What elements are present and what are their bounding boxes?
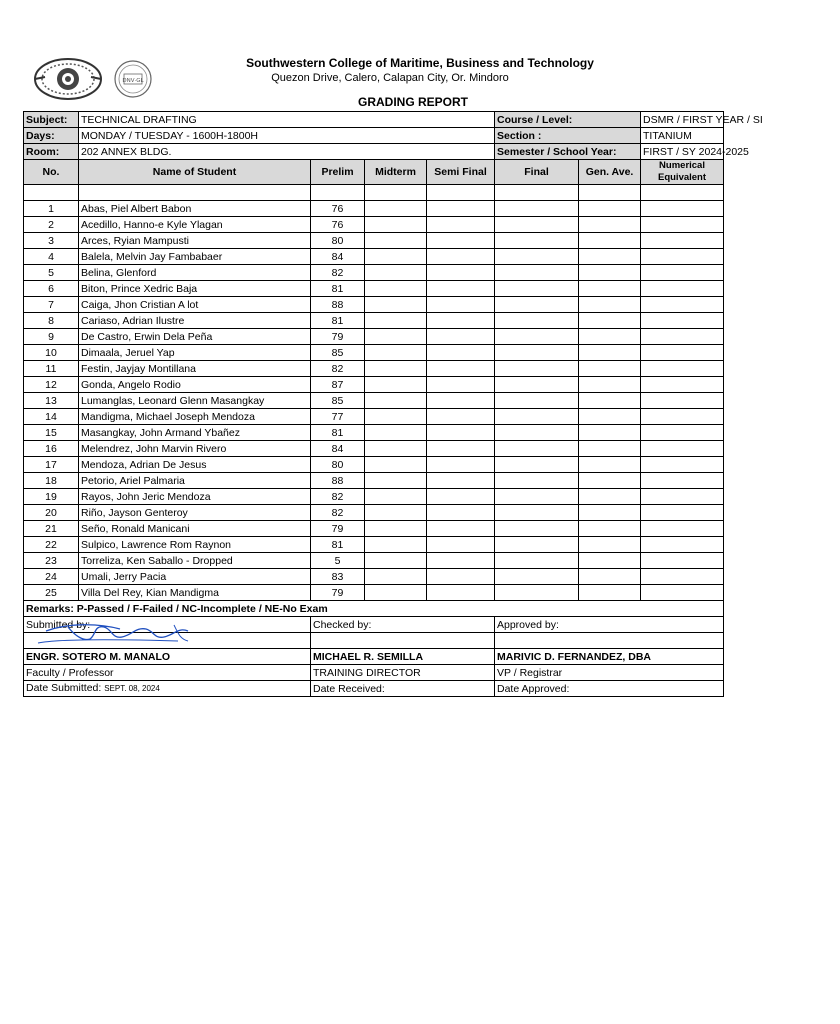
numerical-equivalent (641, 361, 724, 377)
grading-table (23, 111, 763, 616)
prelim-grade: 5 (311, 553, 365, 569)
table-row (24, 201, 724, 217)
table-row (24, 425, 724, 441)
final-grade (495, 297, 579, 313)
midterm-grade (365, 585, 427, 601)
final-grade (495, 537, 579, 553)
student-no: 10 (24, 345, 79, 361)
student-name: Belina, Glenford (79, 265, 311, 281)
midterm-grade (365, 249, 427, 265)
student-no: 11 (24, 361, 79, 377)
table-row (24, 473, 724, 489)
numerical-equivalent (641, 441, 724, 457)
table-row (24, 537, 724, 553)
date-submitted-cell (24, 681, 311, 697)
midterm-grade (365, 377, 427, 393)
table-row (24, 393, 724, 409)
student-no: 1 (24, 201, 79, 217)
final-grade (495, 425, 579, 441)
numerical-equivalent (641, 569, 724, 585)
table-row (24, 345, 724, 361)
semifinal-grade (427, 585, 495, 601)
student-name: Cariaso, Adrian Ilustre (79, 313, 311, 329)
student-no: 4 (24, 249, 79, 265)
final-grade (495, 265, 579, 281)
numerical-equivalent (641, 409, 724, 425)
student-rows (24, 201, 724, 601)
col-final: Final (495, 160, 579, 185)
semifinal-grade (427, 313, 495, 329)
student-no: 14 (24, 409, 79, 425)
prelim-grade: 84 (311, 441, 365, 457)
col-numerical-equivalent: Numerical Equivalent (641, 160, 724, 185)
numerical-equivalent (641, 489, 724, 505)
midterm-grade (365, 393, 427, 409)
midterm-grade (365, 505, 427, 521)
approved-name: MARIVIC D. FERNANDEZ, DBA (495, 649, 724, 665)
semifinal-grade (427, 553, 495, 569)
midterm-grade (365, 489, 427, 505)
student-no: 5 (24, 265, 79, 281)
gen-ave (579, 441, 641, 457)
midterm-grade (365, 281, 427, 297)
student-name: Festin, Jayjay Montillana (79, 361, 311, 377)
date-approved-label: Date Approved: (495, 681, 724, 697)
semifinal-grade (427, 345, 495, 361)
prelim-grade: 81 (311, 425, 365, 441)
student-no: 24 (24, 569, 79, 585)
student-no: 12 (24, 377, 79, 393)
col-semifinal: Semi Final (427, 160, 495, 185)
final-grade (495, 361, 579, 377)
prelim-grade: 88 (311, 297, 365, 313)
prelim-grade: 80 (311, 233, 365, 249)
student-no: 16 (24, 441, 79, 457)
semifinal-grade (427, 457, 495, 473)
midterm-grade (365, 569, 427, 585)
student-no: 13 (24, 393, 79, 409)
checked-label: Checked by: (311, 617, 495, 633)
table-row (24, 505, 724, 521)
final-grade (495, 345, 579, 361)
student-name: Lumanglas, Leonard Glenn Masangkay (79, 393, 311, 409)
date-received-label: Date Received: (311, 681, 495, 697)
col-genave: Gen. Ave. (579, 160, 641, 185)
info-row-days (24, 128, 724, 144)
midterm-grade (365, 537, 427, 553)
semifinal-grade (427, 505, 495, 521)
gen-ave (579, 473, 641, 489)
sig-row-names (24, 649, 724, 665)
final-grade (495, 521, 579, 537)
info-row-subject (24, 112, 724, 128)
semifinal-grade (427, 297, 495, 313)
checked-name: MICHAEL R. SEMILLA (311, 649, 495, 665)
student-no: 7 (24, 297, 79, 313)
student-no: 22 (24, 537, 79, 553)
prelim-grade: 87 (311, 377, 365, 393)
table-row (24, 249, 724, 265)
table-row (24, 409, 724, 425)
student-no: 18 (24, 473, 79, 489)
room-label: Room: (24, 144, 79, 160)
numerical-equivalent (641, 377, 724, 393)
final-grade (495, 569, 579, 585)
table-row (24, 233, 724, 249)
student-no: 6 (24, 281, 79, 297)
college-name: Southwestern College of Maritime, Business and Technology (246, 56, 594, 70)
student-no: 21 (24, 521, 79, 537)
midterm-grade (365, 553, 427, 569)
sig-row-roles (24, 665, 724, 681)
semifinal-grade (427, 425, 495, 441)
numerical-equivalent (641, 297, 724, 313)
info-row-room (24, 144, 724, 160)
student-name: Mendoza, Adrian De Jesus (79, 457, 311, 473)
gen-ave (579, 281, 641, 297)
student-name: Caiga, Jhon Cristian A lot (79, 297, 311, 313)
room-value: 202 ANNEX BLDG. (79, 144, 495, 160)
prelim-grade: 83 (311, 569, 365, 585)
student-name: Melendrez, John Marvin Rivero (79, 441, 311, 457)
subject-label: Subject: (24, 112, 79, 128)
final-grade (495, 553, 579, 569)
midterm-grade (365, 409, 427, 425)
student-name: Rayos, John Jeric Mendoza (79, 489, 311, 505)
gen-ave (579, 585, 641, 601)
numerical-equivalent (641, 521, 724, 537)
student-name: Arces, Ryian Mampusti (79, 233, 311, 249)
gen-ave (579, 489, 641, 505)
table-row (24, 521, 724, 537)
numerical-equivalent (641, 345, 724, 361)
days-value: MONDAY / TUESDAY - 1600H-1800H (79, 128, 495, 144)
midterm-grade (365, 457, 427, 473)
prelim-grade: 81 (311, 537, 365, 553)
prelim-grade: 76 (311, 201, 365, 217)
prelim-grade: 81 (311, 313, 365, 329)
semifinal-grade (427, 393, 495, 409)
final-grade (495, 409, 579, 425)
gen-ave (579, 313, 641, 329)
final-grade (495, 505, 579, 521)
prelim-grade: 77 (311, 409, 365, 425)
student-no: 19 (24, 489, 79, 505)
gen-ave (579, 409, 641, 425)
prelim-grade: 84 (311, 249, 365, 265)
prelim-grade: 82 (311, 489, 365, 505)
gen-ave (579, 569, 641, 585)
gen-ave (579, 297, 641, 313)
student-no: 25 (24, 585, 79, 601)
student-no: 9 (24, 329, 79, 345)
numerical-equivalent (641, 393, 724, 409)
section-value: TITANIUM (641, 128, 724, 144)
gen-ave (579, 217, 641, 233)
days-label: Days: (24, 128, 79, 144)
semifinal-grade (427, 361, 495, 377)
student-name: Biton, Prince Xedric Baja (79, 281, 311, 297)
section-label: Section : (495, 128, 641, 144)
student-no: 2 (24, 217, 79, 233)
semifinal-grade (427, 537, 495, 553)
table-row (24, 457, 724, 473)
gen-ave (579, 457, 641, 473)
midterm-grade (365, 329, 427, 345)
student-name: Sulpico, Lawrence Rom Raynon (79, 537, 311, 553)
spacer-row (24, 185, 724, 201)
midterm-grade (365, 473, 427, 489)
prelim-grade: 88 (311, 473, 365, 489)
gen-ave (579, 537, 641, 553)
midterm-grade (365, 441, 427, 457)
student-no: 15 (24, 425, 79, 441)
gen-ave (579, 521, 641, 537)
numerical-equivalent (641, 201, 724, 217)
semifinal-grade (427, 249, 495, 265)
gen-ave (579, 345, 641, 361)
numerical-equivalent (641, 265, 724, 281)
sig-row-dates (24, 681, 724, 697)
numerical-equivalent (641, 585, 724, 601)
student-name: Balela, Melvin Jay Fambabaer (79, 249, 311, 265)
midterm-grade (365, 313, 427, 329)
semifinal-grade (427, 473, 495, 489)
final-grade (495, 281, 579, 297)
col-no: No. (24, 160, 79, 185)
student-name: Seño, Ronald Manicani (79, 521, 311, 537)
handwritten-signature (28, 617, 198, 647)
midterm-grade (365, 265, 427, 281)
gen-ave (579, 265, 641, 281)
student-name: Torreliza, Ken Saballo - Dropped (79, 553, 311, 569)
final-grade (495, 489, 579, 505)
col-midterm: Midterm (365, 160, 427, 185)
midterm-grade (365, 361, 427, 377)
prelim-grade: 79 (311, 585, 365, 601)
table-row (24, 441, 724, 457)
student-name: Mandigma, Michael Joseph Mendoza (79, 409, 311, 425)
semifinal-grade (427, 201, 495, 217)
table-row (24, 377, 724, 393)
final-grade (495, 393, 579, 409)
final-grade (495, 377, 579, 393)
course-label: Course / Level: (495, 112, 641, 128)
semifinal-grade (427, 329, 495, 345)
semifinal-grade (427, 233, 495, 249)
student-name: Acedillo, Hanno-e Kyle Ylagan (79, 217, 311, 233)
table-row (24, 217, 724, 233)
final-grade (495, 441, 579, 457)
column-header-row (24, 160, 724, 185)
table-row (24, 265, 724, 281)
midterm-grade (365, 521, 427, 537)
gen-ave (579, 553, 641, 569)
student-name: Riño, Jayson Genteroy (79, 505, 311, 521)
table-row (24, 489, 724, 505)
student-name: Umali, Jerry Pacia (79, 569, 311, 585)
student-name: Gonda, Angelo Rodio (79, 377, 311, 393)
final-grade (495, 457, 579, 473)
student-no: 23 (24, 553, 79, 569)
prelim-grade: 81 (311, 281, 365, 297)
student-name: Dimaala, Jeruel Yap (79, 345, 311, 361)
table-row (24, 281, 724, 297)
semifinal-grade (427, 409, 495, 425)
table-row (24, 569, 724, 585)
table-row (24, 313, 724, 329)
final-grade (495, 201, 579, 217)
report-title: GRADING REPORT (357, 95, 468, 109)
student-name: Abas, Piel Albert Babon (79, 201, 311, 217)
table-row (24, 585, 724, 601)
subject-value: TECHNICAL DRAFTING (79, 112, 495, 128)
prelim-grade: 82 (311, 265, 365, 281)
numerical-equivalent (641, 329, 724, 345)
final-grade (495, 249, 579, 265)
numerical-equivalent (641, 313, 724, 329)
student-no: 8 (24, 313, 79, 329)
semifinal-grade (427, 265, 495, 281)
prelim-grade: 85 (311, 345, 365, 361)
gen-ave (579, 201, 641, 217)
numerical-equivalent (641, 553, 724, 569)
gen-ave (579, 329, 641, 345)
numerical-equivalent (641, 217, 724, 233)
semifinal-grade (427, 569, 495, 585)
midterm-grade (365, 297, 427, 313)
prelim-grade: 80 (311, 457, 365, 473)
student-no: 3 (24, 233, 79, 249)
semifinal-grade (427, 217, 495, 233)
numerical-equivalent (641, 233, 724, 249)
numerical-equivalent (641, 425, 724, 441)
final-grade (495, 217, 579, 233)
student-name: Masangkay, John Armand Ybañez (79, 425, 311, 441)
gen-ave (579, 249, 641, 265)
midterm-grade (365, 425, 427, 441)
midterm-grade (365, 201, 427, 217)
submitted-role: Faculty / Professor (24, 665, 311, 681)
gen-ave (579, 393, 641, 409)
gen-ave (579, 425, 641, 441)
submitted-label: Submitted by: (24, 617, 311, 633)
prelim-grade: 82 (311, 361, 365, 377)
prelim-grade: 85 (311, 393, 365, 409)
midterm-grade (365, 345, 427, 361)
numerical-equivalent (641, 473, 724, 489)
gen-ave (579, 233, 641, 249)
course-value: DSMR / FIRST YEAR / SI (641, 112, 724, 128)
final-grade (495, 329, 579, 345)
midterm-grade (365, 217, 427, 233)
gen-ave (579, 377, 641, 393)
student-name: De Castro, Erwin Dela Peña (79, 329, 311, 345)
col-prelim: Prelim (311, 160, 365, 185)
dnv-gl-text: DNV·GL (122, 78, 144, 84)
student-name: Petorio, Ariel Palmaria (79, 473, 311, 489)
numerical-equivalent (641, 505, 724, 521)
submitted-name: ENGR. SOTERO M. MANALO (24, 649, 311, 665)
semifinal-grade (427, 489, 495, 505)
final-grade (495, 585, 579, 601)
prelim-grade: 76 (311, 217, 365, 233)
final-grade (495, 313, 579, 329)
college-address: Quezon Drive, Calero, Calapan City, Or. Mindoro (271, 72, 509, 84)
semifinal-grade (427, 281, 495, 297)
semifinal-grade (427, 377, 495, 393)
semester-label: Semester / School Year: (495, 144, 641, 160)
student-no: 17 (24, 457, 79, 473)
gen-ave (579, 505, 641, 521)
semester-value: FIRST / SY 2024-2025 (641, 144, 724, 160)
approved-label: Approved by: (495, 617, 724, 633)
checked-role: TRAINING DIRECTOR (311, 665, 495, 681)
table-row (24, 297, 724, 313)
prelim-grade: 82 (311, 505, 365, 521)
date-submitted-label: Date Submitted: (26, 682, 102, 694)
semifinal-grade (427, 441, 495, 457)
gen-ave (579, 361, 641, 377)
numerical-equivalent (641, 537, 724, 553)
final-grade (495, 233, 579, 249)
table-row (24, 553, 724, 569)
semifinal-grade (427, 521, 495, 537)
student-name: Villa Del Rey, Kian Mandigma (79, 585, 311, 601)
table-row (24, 329, 724, 345)
col-name: Name of Student (79, 160, 311, 185)
date-submitted-value: SEPT. 08, 2024 (104, 684, 160, 693)
midterm-grade (365, 233, 427, 249)
remarks-row (24, 601, 724, 617)
prelim-grade: 79 (311, 521, 365, 537)
remarks-text: Remarks: P-Passed / F-Failed / NC-Incomplete / NE-No Exam (24, 601, 724, 617)
prelim-grade: 79 (311, 329, 365, 345)
numerical-equivalent (641, 249, 724, 265)
numerical-equivalent (641, 457, 724, 473)
approved-role: VP / Registrar (495, 665, 724, 681)
final-grade (495, 473, 579, 489)
student-no: 20 (24, 505, 79, 521)
grading-table-wrap (23, 111, 763, 697)
table-row (24, 361, 724, 377)
numerical-equivalent (641, 281, 724, 297)
